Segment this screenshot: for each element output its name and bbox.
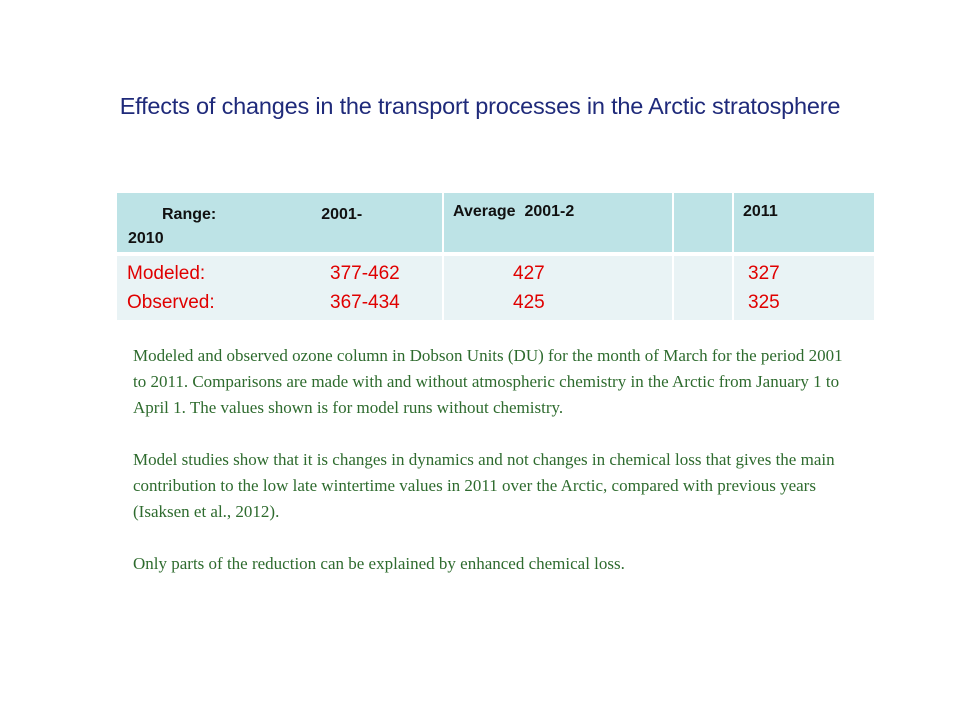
body-range-cell (117, 256, 443, 320)
row-range-observed: 367-434 (330, 292, 400, 313)
row-label-modeled: Modeled: (127, 263, 206, 284)
header-range-label: Range: (162, 206, 217, 223)
table-header-row (117, 193, 874, 252)
body-year-cell (733, 256, 874, 320)
header-average-cell (443, 193, 673, 252)
header-year-cell (733, 193, 874, 252)
note-paragraph-3: Only parts of the reduction can be explained by enhanced chemical loss. (133, 554, 625, 573)
note-paragraph-2: Model studies show that it is changes in dynamics and not changes in chemical loss that gives the main contribution to the low late wintertime values in 2011 over the Arctic, compared with previous years (Isaksen et al., 2012). (133, 450, 835, 521)
header-range-to: 2010 (128, 230, 164, 247)
row-label-observed: Observed: (127, 292, 215, 313)
slide-title: Effects of changes in the transport processes in the Arctic stratosphere (119, 93, 841, 119)
year-value-observed: 325 (748, 292, 780, 313)
average-observed: 425 (513, 292, 545, 313)
notes-block (133, 343, 853, 603)
year-value-modeled: 327 (748, 263, 780, 284)
header-average-label: Average 2001-2 (453, 203, 575, 220)
body-average-cell (443, 256, 673, 320)
header-range-cell (117, 193, 443, 252)
ozone-table (117, 193, 874, 320)
header-empty-cell (673, 193, 733, 252)
header-range-from: 2001- (321, 206, 363, 223)
header-year-label: 2011 (743, 203, 778, 220)
table-body-row (117, 256, 874, 320)
average-modeled: 427 (513, 263, 545, 284)
body-empty-cell (673, 256, 733, 320)
row-range-modeled: 377-462 (330, 263, 400, 284)
note-paragraph-1: Modeled and observed ozone column in Dobson Units (DU) for the month of March for the period 2001 to 2011. Comparisons are made with and without atmospheric chemistry in the Arctic from January 1 to April 1. The values shown is for model runs without chemistry. (133, 346, 843, 417)
